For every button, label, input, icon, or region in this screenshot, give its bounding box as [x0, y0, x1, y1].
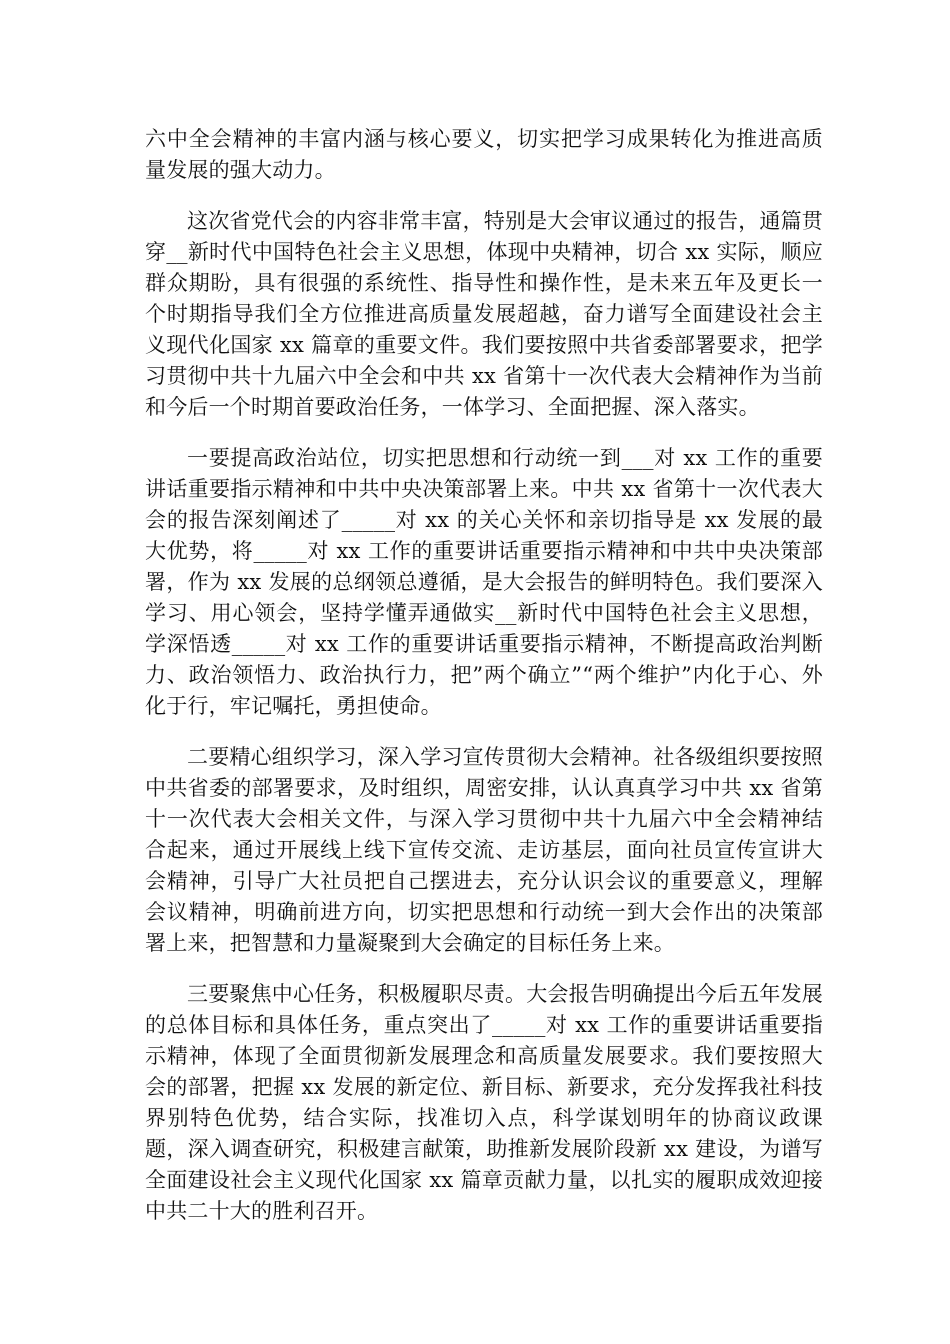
paragraph-central-tasks: 三要聚焦中心任务，积极履职尽责。大会报告明确提出今后五年发展的总体目标和具体任务，重点突出了_____对 xx 工作的重要讲话重要指示精神，体现了全面贯彻新发展理念和高质量发展要求。我们要按照大会的部署，把握 xx 发展的新定位、新目标、新要求，充分发挥我社科技界别特色优势，结合实际，找准切入点，科学谋划明年的协商议政课题，深入调查研究，积极建言献策，助推新发展阶段新 xx 建设，为谱写全面建设社会主义现代化国家 xx 篇章贡献力量，以扎实的履职成效迎接中共二十大的胜利召开。	[145, 982, 823, 1223]
paragraph-political-stance: 一要提高政治站位，切实把思想和行动统一到___对 xx 工作的重要讲话重要指示精神和中共中央决策部署上来。中共 xx 省第十一次代表大会的报告深刻阐述了_____对 xx 的关心关怀和亲切指导是 xx 发展的最大优势，将_____对 xx 工作的重要讲话重要指示精神和中共中央决策部署，作为 xx 发展的总纲领总遵循，是大会报告的鲜明特色。我们要深入学习、用心领会，坚持学懂弄通做实__新时代中国特色社会主义思想，学深悟透_____对 xx 工作的重要讲话重要指示精神，不断提高政治判断力、政治领悟力、政治执行力，把”两个确立”“两个维护”内化于心、外化于行，牢记嘱托，勇担使命。	[145, 446, 823, 718]
paragraph-continuation: 六中全会精神的丰富内涵与核心要义，切实把学习成果转化为推进高质量发展的强大动力。	[145, 127, 823, 182]
paragraph-organize-study: 二要精心组织学习，深入学习宣传贯彻大会精神。社各级组织要按照中共省委的部署要求，及时组织，周密安排，认认真真学习中共 xx 省第十一次代表大会相关文件，与深入学习贯彻中共十九届六中全会精神结合起来，通过开展线上线下宣传交流、走访基层，面向社员宣传宣讲大会精神，引导广大社员把自己摆进去，充分认识会议的重要意义，理解会议精神，明确前进方向，切实把思想和行动统一到大会作出的决策部署上来，把智慧和力量凝聚到大会确定的目标任务上来。	[145, 745, 823, 955]
document-body	[145, 124, 823, 1247]
paragraph-congress-report: 这次省党代会的内容非常丰富，特别是大会审议通过的报告，通篇贯穿__新时代中国特色社会主义思想，体现中央精神，切合 xx 实际，顺应群众期盼，具有很强的系统性、指导性和操作性，是未来五年及更长一个时期指导我们全方位推进高质量发展超越，奋力谱写全面建设社会主义现代化国家 xx 篇章的重要文件。我们要按照中共省委部署要求，把学习贯彻中共十九届六中全会和中共 xx 省第十一次代表大会精神作为当前和今后一个时期首要政治任务，一体学习、全面把握、深入落实。	[145, 209, 823, 419]
